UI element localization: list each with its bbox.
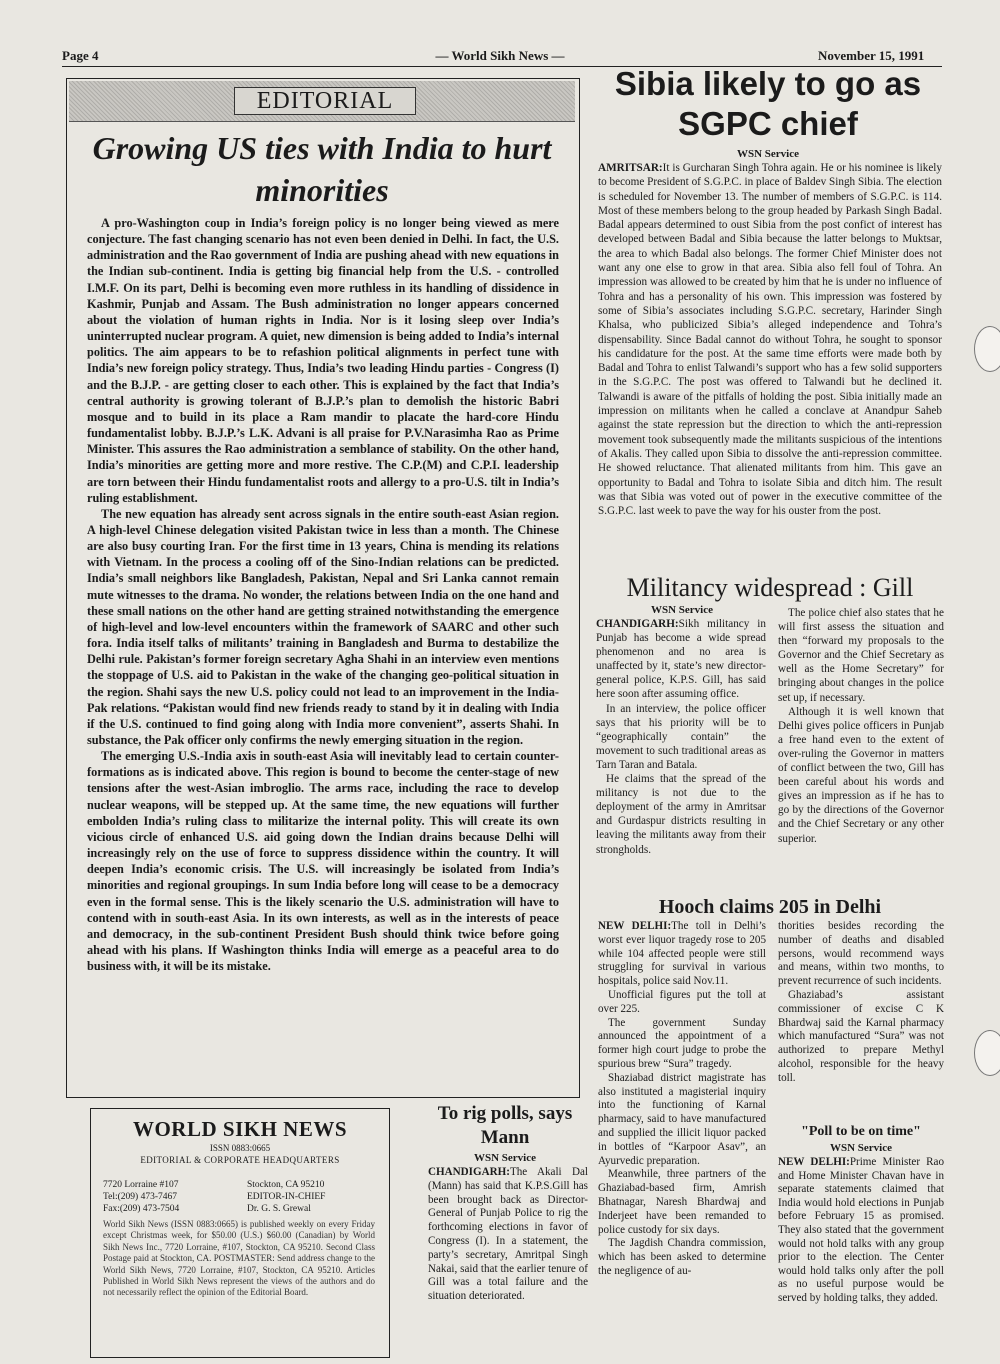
hooch-paragraph: Ghaziabad’s assistant commissioner of excise C K Bhardwaj said the Karnal pharmacy which manufactured “Sura” was not authorized to prepare Methyl alcohol, responsible for the heavy toll. <box>778 988 944 1084</box>
mann-paragraph <box>428 1166 588 1304</box>
masthead-address: 7720 Lorraine #107 <box>103 1180 179 1190</box>
hooch-paragraph: Shaziabad district magistrate has also instituted a magisterial inquiry into the functioning of Karnal pharmacy, said to have manufactured and supplied the illicit liquor packed in bottles of “Karpoor Asav”, an Ayurvedic preparation. <box>598 1071 766 1167</box>
gill-dateline: CHANDIGARH: <box>596 618 679 630</box>
editorial-paragraph: The new equation has already sent across signals in the entire south-east Asian region. A high-level Chinese delegation visited Pakistan twice in less than a month. The Chinese are also busy courting Iran. For the first time in 13 years, China is mending its relations with Vietnam. In the process a cooling off of the Sino-Indian relations can be predicted. India’s small neighbors like Bangladesh, Pakistan, Nepal and Sri Lanka cannot remain mute witnesses to the drama. No wonder, the relations between India on the one hand and these small nations on the other hand are getting strained notwithstanding the emergence of high-level and low-level encounters within the framework of SAARC and other such fora. India itself talks of militants’ training in Bangladesh and Burma to destabilize the Delhi rule. Pakistan’s former foreign secretary Agha Shahi in an interview even mentions the stoppage of U.S. aid to Pakistan in the wake of the changing geo-political situation in the region. Shahi says the new U.S. policy could not lead to an improvement in the India-Pak relations. “Pakistan would find new friends ready to stand by it in dealing with India if the U.S. continued to find going along with India more convenient”, asserts Shahi. In substance, the Pak officer only confirms the newly emerging situation in the region. <box>87 506 559 747</box>
masthead-headquarters: EDITORIAL & CORPORATE HEADQUARTERS <box>140 1155 340 1165</box>
editorial-paragraph: A pro-Washington coup in India’s foreign policy is no longer being viewed as mere conjecture. The fast changing scenario has not even been denied in Delhi. In fact, the U.S. administration and the Rao government of India are pushing ahead with new equations in the Indian sub-continent. India is getting big financial help from the U.S. - controlled I.M.F. On its part, Delhi is becoming even more ruthless in its handling of dissidence in Kashmir, Punjab and Assam. The Bush administration no longer appears concerned about the violation of human rights in India. Nor is it losing sleep over India’s uninterrupted nuclear program. A quiet, new dimension is being added to India’s internal politics. The aim appears to be to refashion political alignments in perfect tune with India’s new foreign policy strategy. Thus, India’s two leading Hindu parties - Congress (I) and the B.J.P. - are getting closer to each other. This is explained by the fact that India’s central authority is growing tolerant of B.J.P.’s plan to demolish the historic Babri mosque and to build in its place a Ram mandir to placate the hard-core Hindu fundamentalist lobby. B.J.P.’s L.K. Advani is all praise for P.V.Narasimha Rao as Prime Minister. This assures the Rao administration a semblance of stability. On the other hand, India’s minorities are getting more and more restive. The C.P.(M) and C.P.I. leadership are torn between their Hindu fundamentalist roots and allergy to a pro-U.S. tilt in India’s ruling establishment. <box>87 216 559 505</box>
gill-paragraph: The police chief also states that he will first assess the situation and then “forward my proposals to the Governor and the Chief Secretary as well as the Home Secretary” for bringing about changes in the police set up, if necessary. <box>778 607 944 704</box>
sibia-body <box>598 161 942 518</box>
editorial-paragraph: The emerging U.S.-India axis in south-east Asia will inevitably lead to certain counter-formations as is indicated above. This region is bound to become the center-stage of new tensions after the west-Asian imbroglio. The arms race, including the race to develop nuclear weapons, will be stepped up. At the same time, the new equations will further embolden India’s ruling class to militarize the internal polity. This will create its own vicious circle of enhanced U.S. aid going down the Indian drains because Delhi will increasingly rely on the use of force to suppress dissidence within the country. It will deepen India’s economic crisis. The U.S. will increasingly be isolated from India’s minorities and regional groupings. In sum India before long will cease to be a democracy even in the formal sense. This is the likely scenario the U.S. administration will have to contend with in south-east Asia. In its own interests, as well as in the interests of peace and democracy, in the sub-continent President Bush should think twice before going ahead with his plans. If Washington thinks India will emerge as a peaceful area to do business with, it will be its mistake. <box>87 749 559 974</box>
paper-name: — World Sikh News — <box>435 48 565 63</box>
poll-dateline: NEW DELHI: <box>778 1156 850 1168</box>
sibia-paragraph <box>598 161 942 518</box>
gill-paragraph: Although it is well known that Delhi gives police officers in Punjab a free hand even to the extent of over-ruling the Governor in matters of conflict between the two, Gill has been careful about his words and gives an impression as if he has to go by the directions of the Governor and the Chief Secretary or any other superior. <box>778 705 944 845</box>
editorial-banner <box>69 81 575 122</box>
masthead-editor-name: Dr. G. S. Grewal <box>247 1204 311 1214</box>
editorial-tag: EDITORIAL <box>234 87 416 115</box>
issue-date: November 15, 1991 <box>818 48 925 63</box>
punch-hole-bottom <box>974 1030 1000 1076</box>
gill-paragraph <box>596 617 766 702</box>
hooch-paragraph: The Jagdish Chandra commission, which has been asked to determine the negligence of au- <box>598 1237 766 1277</box>
masthead-fax: Fax:(209) 473-7504 <box>103 1204 180 1214</box>
masthead-note: World Sikh News (ISSN 0883:0665) is published weekly on every Friday except Christmas week, for $50.00 (U.S.) $60.00 (Canadian) by World Sikh News Inc., 7720 Lorraine, #107, Stockton, CA 95210. Second Class Postage paid at Stockton, CA. POSTMASTER: Send address change to the World Sikh News, 7720 Lorraine, #107, Stockton, CA 95210. Articles Published in World Sikh News represent the views of the authors and do not necessarily reflect the opinion of the Editorial Board. <box>103 1219 375 1298</box>
gill-paragraph: In an interview, the police officer says that his priority will be to “geographically contain” the movement to such traditional areas as Tarn Taran and Batala. <box>596 702 766 771</box>
punch-hole-top <box>974 326 1000 372</box>
masthead-city: Stockton, CA 95210 <box>247 1180 325 1190</box>
masthead-title: WORLD SIKH NEWS <box>132 1117 348 1141</box>
editorial-box <box>66 78 580 1098</box>
gill-headline: Militancy widespread : Gill <box>626 573 914 602</box>
hooch-text: The toll in Delhi’s worst ever liquor tragedy rose to 205 while 104 affected people were still struggling for survival in various hospitals, police said Nov.11. <box>598 920 766 988</box>
sibia-dateline: AMRITSAR: <box>598 162 663 174</box>
gill-paragraph: He claims that the spread of the militancy is not due to the deployment of the army in Amritsar and Gurdaspur districts resulting in leaving the militants away from their strongholds. <box>596 773 766 856</box>
masthead-issn: ISSN 0883:0665 <box>209 1143 271 1153</box>
poll-byline: WSN Service <box>829 1142 892 1154</box>
poll-text: Prime Minister Rao and Home Minister Chavan have in separate statements claimed that India would hold elections in Punjab before February 15 as promised. They also stated that the government would not hold talks with any group prior to the election. The Center would hold talks only after the poll as no useful purpose would be served by holding talks, they added. <box>778 1156 945 1304</box>
poll-headline: "Poll to be on time" <box>801 1124 921 1139</box>
hooch-col-1 <box>598 920 766 1279</box>
masthead-box <box>90 1108 390 1358</box>
poll-paragraph <box>778 1156 944 1306</box>
mann-headline: To rig polls, says Mann <box>437 1103 573 1148</box>
hooch-paragraph: thorities besides recording the number of deaths and disabled persons, would recommend ways and means, within two months, to prevent recurrence of such incidents. <box>778 920 944 988</box>
gill-col-2 <box>778 606 944 846</box>
hooch-headline: Hooch claims 205 in Delhi <box>658 896 882 918</box>
masthead-editor-role: EDITOR-IN-CHIEF <box>247 1192 326 1202</box>
hooch-dateline: NEW DELHI: <box>598 920 672 932</box>
hooch-paragraph: Unofficial figures put the toll at over 225. <box>598 988 766 1015</box>
gill-col-1 <box>596 617 766 857</box>
mann-dateline: CHANDIGARH: <box>428 1166 510 1178</box>
hooch-col-2 <box>778 920 944 1086</box>
editorial-title: Growing US ties with India to hurt minorities <box>92 130 552 208</box>
hooch-paragraph <box>598 920 766 989</box>
page-number: Page 4 <box>62 48 99 63</box>
sibia-byline: WSN Service <box>736 148 799 160</box>
gill-byline: WSN Service <box>650 604 713 616</box>
gill-text: Sikh militancy in Punjab has become a wide spread phenomenon and no area is unaffected by it, state’s new director-general police, K.P.S. Gill, has said here soon after assuming office. <box>596 618 766 701</box>
mann-body <box>428 1166 588 1304</box>
sibia-headline: Sibia likely to go as SGPC chief <box>614 65 922 142</box>
poll-body <box>778 1156 944 1306</box>
hooch-paragraph: Meanwhile, three partners of the Ghaziabad-based firm, Amrish Bhatnagar, Naresh Bhardwaj and Inderjeet have been remanded to police custody for six days. <box>598 1168 766 1236</box>
masthead-tel: Tel:(209) 473-7467 <box>103 1192 178 1202</box>
editorial-body <box>87 215 559 974</box>
hooch-paragraph: The government Sunday announced the appointment of a former high court judge to probe the spurious brew “Sura” tragedy. <box>598 1016 766 1070</box>
mann-byline: WSN Service <box>473 1152 536 1164</box>
mann-text: The Akali Dal (Mann) has said that K.P.S.Gill has been brought back as Director-General of Punjab Police to rig the forthcoming elections in favor of Congress (I). In a statement, the party’s secretary, Amritpal Singh Nakai, said that the earlier tenure of Gill was a total failure and the situation deteriorated. <box>428 1166 588 1303</box>
sibia-text: It is Gurcharan Singh Tohra again. He or his nominee is likely to become President of S.G.P.C. in place of Baldev Singh Sibia. The election is scheduled for November 13. The number of members of S.G.P.C. is 114. Most of these members belong to the group headed by Parkash Singh Badal. Badal appears determined to oust Sibia from the post confict of interest has developed between Badal and Sibia because the latter belongs to Muktsar, the area to which Badal also belongs. The former Chief Minister does not want any one else to grow in that area. Sibia also fell foul of Tohra. An impression was allowed to be created by him that he is under no influence of Tohra and has a personality of his own. This impression was fostered by some of Sibia’s associates including S.G.P.C. secretary, Harinder Singh Khalsa, who publicized Sibia’s alleged independence and Tohra’s dispensability. Since Badal cannot do without Tohra, he sought to sponsor his candidature for the post. At the same time efforts were made both by Badal and Tohra to enlist Talwandi’s support who has a few solid supporters in the S.G.P.C. The post was offered to Talwandi but he declined it. Talwandi is aware of the pitfalls of holding the post. Sibia initially made an impression on militants when he called a conclave at Anandpur Saheb against the state repression but the direction to which the anti-repression movement took subsequently made the militants suspicious of the intentions of Akalis. They called upon Sibia to dissolve the anti-repression committee. He showed reluctance. That alienated militants from him. This gave an opportunity to Badal and Tohra to isolate Sibia and ditch him. The result was that Sibia was voted out of power in the executive committee of the S.G.P.C. last week to pave the way for his ouster from the post. <box>598 162 942 518</box>
